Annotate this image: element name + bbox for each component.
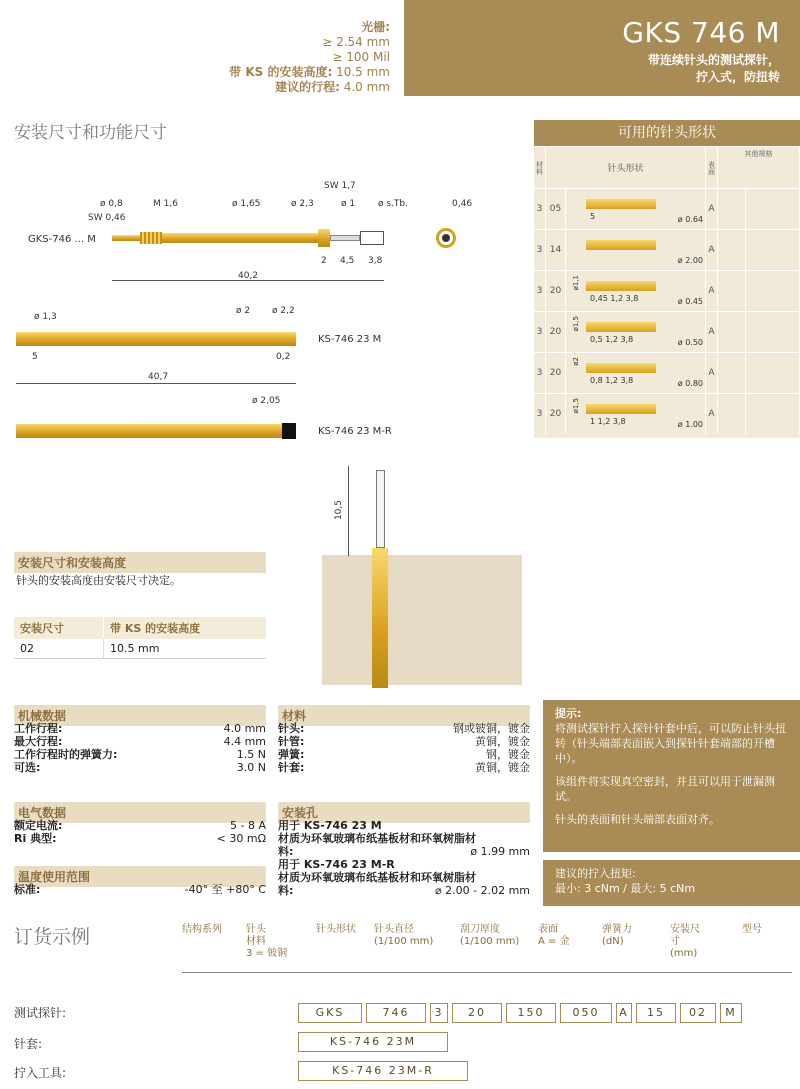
- head-pin-icon: [586, 322, 656, 332]
- holes-block: [278, 819, 530, 897]
- mech-key: 最大行程:: [14, 735, 63, 748]
- material-key: 针管:: [278, 735, 305, 748]
- dim-d165: ø 1,65: [232, 199, 261, 209]
- install-th2: 带 KS 的安装高度: [109, 622, 201, 635]
- head-d-label: ø1,5: [572, 398, 580, 414]
- elec-value: 5 - 8 A: [230, 819, 266, 832]
- material-value: 黄铜，镀金: [475, 735, 530, 748]
- torque-value: 最小: 3 cNm / 最大: 5 cNm: [555, 882, 696, 895]
- dim-d22: ø 2,2: [272, 306, 295, 316]
- probe-code-cell: 02: [680, 1003, 716, 1023]
- head-diameter: ø 0.64: [677, 215, 703, 224]
- head-pin-icon: [586, 199, 656, 209]
- probe-tip: [112, 235, 142, 241]
- dim-d13: ø 1,3: [34, 312, 57, 322]
- socket-body: [16, 332, 296, 346]
- part1-label: GKS-746 ... M: [28, 234, 96, 245]
- head-material: 3: [534, 189, 546, 229]
- ks-height-value: 10.5 mm: [336, 65, 390, 79]
- head-dims: 0,45 1,2 3,8: [590, 294, 639, 303]
- head-other-2: [746, 353, 800, 393]
- dim-d08: ø 0,8: [100, 199, 123, 209]
- heads-grid: [534, 146, 800, 438]
- probe-head: [360, 231, 384, 245]
- head-other-1: [718, 394, 746, 434]
- head-other-2: [746, 271, 800, 311]
- heads-header-row: [534, 146, 800, 188]
- head-dims: 1 1,2 3,8: [590, 417, 626, 426]
- elec-row: [14, 819, 266, 832]
- grid-mm: ≥ 2.54 mm: [322, 35, 390, 49]
- holes-v1: ø 1.99 mm: [470, 845, 530, 858]
- head-other-1: [718, 230, 746, 270]
- head-diameter: ø 2.00: [677, 256, 703, 265]
- col-coating: 表面: [706, 147, 718, 188]
- holes-l4: 用于 KS-746 23 M-R: [278, 858, 395, 871]
- order-col-label: 安装尺 寸 (mm): [670, 924, 700, 959]
- col-material: 材料: [534, 147, 546, 188]
- tips-p3: 针头的表面和针头端部表面对齐。: [555, 813, 720, 826]
- head-code: 05: [546, 189, 566, 229]
- order-col-label: 刮刀厚度 (1/100 mm): [460, 924, 520, 947]
- dim-d046: 0,46: [452, 199, 473, 209]
- product-subtitle: [648, 52, 780, 86]
- dim-l5: 5: [32, 352, 38, 362]
- head-other-1: [718, 271, 746, 311]
- mech-row: [14, 761, 266, 774]
- mech-row: [14, 722, 266, 735]
- elec-key: Ri 典型:: [14, 832, 57, 845]
- head-material: 3: [534, 230, 546, 270]
- mech-key: 工作行程:: [14, 722, 63, 735]
- elec-key: 额定电流:: [14, 819, 63, 832]
- mech-value: 4.0 mm: [223, 722, 266, 735]
- top-specs: [130, 20, 390, 95]
- subtitle-line-1: 带连续针头的测试探针，: [647, 53, 780, 67]
- part2-label: KS-746 23 M: [318, 334, 382, 345]
- head-diameter: ø 0.80: [677, 379, 703, 388]
- material-key: 弹簧:: [278, 748, 305, 761]
- heads-title: 可用的针头形状: [534, 120, 800, 146]
- head-pin-icon: [586, 240, 656, 250]
- tool-label: 拧入工具:: [14, 1066, 67, 1080]
- mech-value: 3.0 N: [236, 761, 266, 774]
- dim-l2: 2: [321, 256, 327, 266]
- probe-code-cell: M: [720, 1003, 742, 1023]
- head-other-2: [746, 230, 800, 270]
- head-surface: A: [706, 189, 718, 229]
- temp-bar: 温度使用范围: [14, 866, 266, 887]
- material-row: [278, 748, 530, 761]
- tool-code: KS-746 23M-R: [298, 1061, 468, 1081]
- probe-code-cell: A: [616, 1003, 632, 1023]
- stroke-value: 4.0 mm: [343, 80, 390, 94]
- temp-label: 标准:: [14, 883, 41, 896]
- tool-end: [282, 423, 296, 439]
- holes-v2: ⌀ 2.00 - 2.02 mm: [435, 884, 530, 897]
- mech-row: [14, 748, 266, 761]
- head-surface: A: [706, 353, 718, 393]
- ks-height-label: 带 KS 的安装高度:: [229, 65, 333, 79]
- elec-value: < 30 mΩ: [216, 832, 266, 845]
- order-col-label: 针头 材料 3 = 铍铜: [246, 924, 288, 959]
- install-td1: 02: [14, 639, 103, 659]
- holes-l2: 材质为环氧玻璃布纸基板材和环氧树脂材: [278, 832, 476, 845]
- material-key: 针套:: [278, 761, 305, 774]
- order-col-label: 针头形状: [316, 924, 356, 935]
- probe-code-cell: 20: [452, 1003, 502, 1023]
- head-d-label: ø1,1: [572, 275, 580, 291]
- install-th1: 安装尺寸: [14, 617, 103, 639]
- order-columns: [182, 924, 792, 974]
- head-material: 3: [534, 271, 546, 311]
- heads-table: [534, 120, 800, 438]
- head-material: 3: [534, 312, 546, 352]
- head-dims: 0,8 1,2 3,8: [590, 376, 634, 385]
- head-shape: [566, 353, 706, 393]
- material-bar: 材料: [278, 705, 530, 726]
- order-col-label: 针头直径 (1/100 mm): [374, 924, 434, 947]
- material-value: 钢或铍铜，镀金: [453, 722, 530, 735]
- head-shape: [566, 271, 706, 311]
- probe-code-cell: 050: [560, 1003, 612, 1023]
- head-other-2: [746, 312, 800, 352]
- product-title: GKS 746 M: [622, 16, 780, 49]
- holes-l6: 料:: [278, 884, 294, 897]
- head-diameter: ø 0.50: [677, 338, 703, 347]
- dim-l02: 0,2: [276, 352, 291, 362]
- head-pin-icon: [586, 404, 656, 414]
- order-col-label: 弹簧力 (dN): [602, 924, 632, 947]
- head-row: [534, 311, 800, 352]
- socket-code: KS-746 23M: [298, 1032, 448, 1052]
- head-surface: A: [706, 312, 718, 352]
- holes-bar: 安装孔: [278, 802, 530, 823]
- head-shape: [566, 230, 706, 270]
- mech-list: [14, 722, 266, 774]
- installed-socket: [372, 548, 388, 688]
- order-col-label: 型号: [742, 924, 762, 935]
- head-row: [534, 352, 800, 393]
- dim-d23: ø 2,3: [291, 199, 314, 209]
- head-pin-icon: [586, 363, 656, 373]
- head-surface: A: [706, 271, 718, 311]
- tips-p1: 将测试探针拧入探针针套中后，可以防止针头扭转（针头端部表面嵌入到探针针套端部的开槽中）。: [555, 722, 786, 765]
- probe-code-cell: 150: [506, 1003, 556, 1023]
- probe-thread: [140, 232, 162, 244]
- elec-list: [14, 819, 266, 845]
- dim-sw17: SW 1,7: [324, 181, 356, 191]
- probe-code-cell: 746: [366, 1003, 426, 1023]
- dim-m16: M 1,6: [153, 199, 178, 209]
- head-row: [534, 188, 800, 229]
- probe-code-cell: GKS: [298, 1003, 362, 1023]
- tips-p2: 该组件将实现真空密封，并且可以用于泄漏测试。: [555, 775, 775, 803]
- head-shape: [566, 312, 706, 352]
- temp-value: -40° 至 +80° C: [184, 883, 266, 896]
- dim-dstb: ø s.Tb.: [378, 199, 408, 209]
- install-bar: 安装尺寸和安装高度: [14, 552, 266, 573]
- material-row: [278, 761, 530, 774]
- head-pin-icon: [586, 281, 656, 291]
- dim-l38: 3,8: [368, 256, 383, 266]
- order-divider: [182, 972, 792, 973]
- dimensions-section-title: 安装尺寸和功能尺寸: [14, 123, 167, 143]
- head-code: 20: [546, 312, 566, 352]
- grid-label: 光栅:: [361, 20, 390, 34]
- head-code: 20: [546, 271, 566, 311]
- probe-code: [298, 1001, 746, 1023]
- dim-l105: 10,5: [334, 500, 344, 521]
- head-code: 20: [546, 394, 566, 434]
- dim-line-407: [16, 383, 296, 384]
- mech-key: 工作行程时的弹簧力:: [14, 748, 118, 761]
- head-dims: 0,5 1,2 3,8: [590, 335, 634, 344]
- part3-label: KS-746 23 M-R: [318, 426, 392, 437]
- order-col-label: 结构系列: [182, 924, 222, 935]
- head-row: [534, 270, 800, 311]
- head-other-1: [718, 353, 746, 393]
- dim-l45: 4,5: [340, 256, 355, 266]
- stroke-label: 建议的行程:: [275, 80, 340, 94]
- mech-row: [14, 735, 266, 748]
- head-shape: [566, 394, 706, 434]
- mech-value: 1.5 N: [236, 748, 266, 761]
- head-other-2: [746, 394, 800, 434]
- head-code: 14: [546, 230, 566, 270]
- material-row: [278, 722, 530, 735]
- probe-code-cell: 15: [636, 1003, 676, 1023]
- dim-d1: ø 1: [341, 199, 356, 209]
- head-surface: A: [706, 394, 718, 434]
- tool-body: [16, 424, 282, 438]
- dim-sw046: SW 0,46: [88, 213, 126, 223]
- socket-label: 针套:: [14, 1037, 43, 1051]
- head-shape: [566, 189, 706, 229]
- head-d-label: ø2: [572, 357, 580, 366]
- material-value: 黄铜，镀金: [475, 761, 530, 774]
- head-surface: A: [706, 230, 718, 270]
- material-value: 钢，镀金: [486, 748, 530, 761]
- head-diameter: ø 0.45: [677, 297, 703, 306]
- probe-plunger: [330, 235, 360, 241]
- mech-bar: 机械数据: [14, 705, 266, 726]
- holes-l3: 料:: [278, 845, 294, 858]
- order-col-label: 表面 A = 金: [538, 924, 570, 947]
- probe-end-dot: [442, 234, 450, 242]
- head-row: [534, 229, 800, 270]
- dim-d205: ø 2,05: [252, 396, 281, 406]
- material-key: 针头:: [278, 722, 305, 735]
- probe-code-cell: 3: [430, 1003, 448, 1023]
- material-row: [278, 735, 530, 748]
- tips-box: [543, 700, 800, 852]
- installed-plunger: [376, 470, 385, 548]
- install-text: 针头的安装高度由安装尺寸决定。: [16, 574, 181, 587]
- subtitle-line-2: 拧入式，防扭转: [695, 70, 780, 84]
- material-list: [278, 722, 530, 774]
- probe-collar: [318, 229, 330, 247]
- head-other-2: [746, 189, 800, 229]
- install-td2: 10.5 mm: [109, 642, 160, 655]
- col-shape: 针头形状: [546, 147, 706, 188]
- holes-l5: 材质为环氧玻璃布纸基板材和环氧树脂材: [278, 871, 476, 884]
- mech-key: 可选:: [14, 761, 41, 774]
- dim-l407: 40,7: [148, 372, 169, 382]
- order-title: 订货示例: [14, 926, 91, 948]
- head-code: 20: [546, 353, 566, 393]
- temp-row: [14, 883, 266, 896]
- holes-l1: 用于 KS-746 23 M: [278, 819, 382, 832]
- dim-d2: ø 2: [236, 306, 251, 316]
- torque-box: [543, 860, 800, 906]
- elec-row: [14, 832, 266, 845]
- pcb-block: [322, 555, 522, 685]
- head-row: [534, 393, 800, 434]
- dim-l402: 40,2: [238, 271, 259, 281]
- probe-label: 测试探针:: [14, 1006, 67, 1020]
- elec-bar: 电气数据: [14, 802, 266, 823]
- head-d-label: ø1,5: [572, 316, 580, 332]
- head-other-1: [718, 312, 746, 352]
- dim-line-105: [348, 466, 349, 556]
- grid-mil: ≥ 100 Mil: [332, 50, 390, 64]
- head-other-1: [718, 189, 746, 229]
- head-diameter: ø 1.00: [677, 420, 703, 429]
- head-dims: 5: [590, 212, 596, 221]
- tips-title: 提示:: [555, 707, 582, 720]
- torque-title: 建议的拧入扭矩:: [555, 867, 636, 880]
- probe-barrel: [162, 233, 318, 243]
- head-material: 3: [534, 394, 546, 434]
- col-other: 其他规格: [718, 147, 800, 188]
- mech-value: 4.4 mm: [223, 735, 266, 748]
- head-material: 3: [534, 353, 546, 393]
- install-table: [14, 617, 266, 659]
